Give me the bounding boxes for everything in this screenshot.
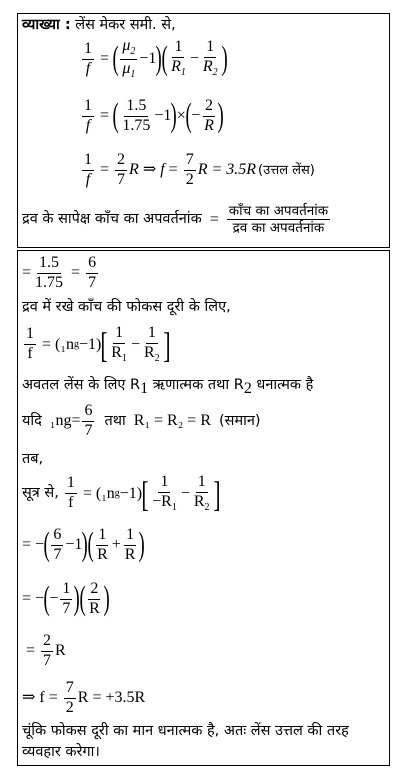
eq1-mu2: μ bbox=[122, 37, 131, 54]
formula-r2: R bbox=[193, 492, 205, 510]
eq1-lhs-den: f bbox=[85, 59, 91, 77]
focal-r2-sub: 2 bbox=[154, 352, 160, 364]
eq3-f: f bbox=[160, 161, 165, 179]
ratio-res-num: 6 bbox=[86, 255, 98, 274]
focal-minus: −1) bbox=[78, 335, 102, 353]
formula-r1-sub: 1 bbox=[171, 501, 177, 513]
step4-rest: R = +3.5R bbox=[77, 689, 146, 707]
eq3-seven: 7 bbox=[117, 170, 126, 188]
eq1-r2: R bbox=[202, 58, 213, 76]
explanation-heading bbox=[22, 18, 176, 33]
step4-seven: 7 bbox=[64, 680, 76, 699]
formula-minus: −1) bbox=[119, 484, 143, 502]
eq2-num: 1.5 bbox=[124, 98, 148, 117]
heading-text: लेंस मेकर समी. से, bbox=[75, 17, 176, 33]
eq2-r: R bbox=[204, 116, 214, 134]
refr-den: द्रव का अपवर्तनांक bbox=[232, 220, 325, 237]
formula-r2-sub: 2 bbox=[204, 501, 210, 513]
step2-one: 1 bbox=[60, 581, 72, 600]
eq2-den: 1.75 bbox=[122, 116, 151, 134]
step1-r-b: R bbox=[124, 545, 136, 563]
refr-num: काँच का अपवर्तनांक bbox=[228, 203, 329, 219]
eq3-two: 2 bbox=[115, 152, 127, 171]
step3-r: R bbox=[55, 642, 66, 660]
eq1-lhs-num: 1 bbox=[82, 41, 94, 60]
step1-six: 6 bbox=[51, 527, 63, 546]
refr-label: द्रव के सापेक्ष काँच का अपवर्तनांक bbox=[22, 211, 202, 228]
then-line: तब, bbox=[22, 451, 44, 467]
step4-implies: ⇒ f = bbox=[22, 689, 58, 707]
step1-one-a: 1 bbox=[96, 527, 108, 546]
ratio-den: 1.75 bbox=[35, 273, 64, 291]
step1-r-a: R bbox=[97, 545, 108, 563]
refr-eq: = bbox=[209, 210, 219, 228]
if-same: (समान) bbox=[219, 413, 261, 430]
step2-two: 2 bbox=[88, 581, 100, 600]
condition-line: यदि ₁n g = $\frac{6}{7}$ तथा R₁ = R₂ = R (समान) bbox=[22, 402, 261, 439]
step3-eq: = bbox=[26, 642, 36, 660]
conclusion-line-1: चूंकि फोकस दूरी का मान धनात्मक है, अतः लेंस उत्तल की तरह bbox=[22, 723, 349, 739]
conclusion-line-2: व्यवहार करेगा। bbox=[22, 744, 100, 760]
formula-label: सूत्र से, bbox=[22, 485, 59, 502]
ratio-res-den: 7 bbox=[88, 273, 97, 291]
focal-ng: (₁n bbox=[55, 335, 74, 353]
step2-seven: 7 bbox=[62, 599, 71, 617]
focal-den: f bbox=[27, 345, 33, 363]
lens-maker-equation: $\frac{1}{f}$ = ( $\frac{\mu_2}{\mu_1}$ −1 ) ( $\frac{1}{R_1}$ − $\frac{1}{R_2}$ ) bbox=[84, 37, 228, 80]
eq1-minus-one: −1 bbox=[139, 50, 157, 68]
if-den: 7 bbox=[84, 421, 93, 439]
eq3-note: (उत्तल लेंस) bbox=[258, 162, 315, 178]
if-ng: ₁n bbox=[49, 412, 64, 430]
eq3-lhs-den: f bbox=[85, 170, 91, 188]
step3-seven: 7 bbox=[43, 651, 52, 669]
refractive-index-definition bbox=[22, 204, 332, 235]
eq1-one-a: 1 bbox=[172, 39, 184, 58]
eq3-seven2: 7 bbox=[184, 152, 196, 171]
formula-den: f bbox=[68, 494, 74, 512]
step1-minus1: −1 bbox=[65, 536, 83, 554]
step1-eq: = − bbox=[22, 536, 45, 554]
ratio-equation: = $\frac{1.5}{1.75}$ = $\frac{6}{7}$ bbox=[22, 254, 97, 291]
eq3-result: R = 3.5R bbox=[197, 161, 257, 179]
step2-neg: − bbox=[49, 590, 59, 608]
eq2-two: 2 bbox=[203, 98, 215, 117]
if-num: 6 bbox=[82, 403, 94, 422]
focal-length-line: द्रव में रखे काँच की फोकस दूरी के लिए, bbox=[22, 299, 231, 315]
concave-b: ऋणात्मक तथा R bbox=[148, 377, 244, 393]
if-label: यदि bbox=[22, 413, 42, 430]
focal-r1-sub: 1 bbox=[121, 352, 127, 364]
concave-c: धनात्मक है bbox=[251, 377, 314, 393]
step2-r: R bbox=[89, 599, 100, 617]
formula-num: 1 bbox=[65, 475, 77, 494]
eq2-minus-one: −1 bbox=[154, 107, 172, 125]
eq3-r: R bbox=[129, 161, 139, 179]
step2-eq: = − bbox=[22, 590, 45, 608]
step1-seven: 7 bbox=[53, 545, 62, 563]
formula-ng: (₁n bbox=[95, 484, 115, 502]
step1-plus: + bbox=[111, 536, 121, 554]
eq1-r1: R bbox=[171, 58, 181, 76]
step-three bbox=[26, 633, 66, 670]
formula-line: सूत्र से, $\frac{1}{f}$ = (₁n g −1) [ $\frac{1}{-R_1}$ − $\frac{1}{R_2}$ ] bbox=[22, 473, 221, 514]
step-four bbox=[22, 680, 145, 717]
focal-gsub: g bbox=[73, 338, 79, 350]
if-eq: = bbox=[71, 412, 81, 430]
eq2-times: × bbox=[176, 107, 186, 125]
focal-num: 1 bbox=[24, 326, 36, 345]
eq3-lhs-num: 1 bbox=[82, 152, 94, 171]
concave-a: अवतल लेंस के लिए R bbox=[22, 377, 141, 393]
step4-two: 2 bbox=[65, 698, 74, 716]
eq1-mu1: μ bbox=[122, 59, 131, 77]
eq3-implies: ⇒ bbox=[142, 161, 157, 179]
focal-equation: $\frac{1}{f}$ = (₁n g −1) [ $\frac{1}{R_1}$ − $\frac{1}{R_2}$ ] bbox=[26, 324, 171, 365]
ratio-eq: = bbox=[22, 264, 32, 282]
eq1-mu2-sub: 2 bbox=[130, 46, 136, 58]
step-one: = − ( $\frac{6}{7}$ −1 ) ( $\frac{1}{R}$ + $\frac{1}{R}$ ) bbox=[22, 526, 146, 564]
step-two: = − ( − $\frac{1}{7}$ ) ( $\frac{2}{R}$ ) bbox=[22, 580, 110, 618]
focal-r2: R bbox=[144, 343, 155, 361]
eq3-two2: 2 bbox=[185, 170, 194, 188]
eq1-mu1-sub: 1 bbox=[130, 68, 136, 80]
eq1-r1-sub: 1 bbox=[180, 67, 186, 79]
if-and: तथा bbox=[104, 413, 126, 430]
eq1-one-b: 1 bbox=[204, 39, 216, 58]
result-equation: $\frac{1}{f}$ = $\frac{2}{7}$ R ⇒ f = $\frac{7}{2}$ R = 3.5R (उत्तल लेंस) bbox=[84, 151, 315, 188]
ratio-num: 1.5 bbox=[37, 255, 61, 274]
if-r: R₁ = R₂ = R bbox=[133, 412, 211, 430]
eq1-r2-sub: 2 bbox=[212, 67, 218, 79]
eq2-neg: − bbox=[191, 107, 201, 125]
concave-lens-line: अवतल लेंस के लिए $R_1$ ऋणात्मक तथा $R_2$ धनात्मक है bbox=[22, 377, 314, 397]
step1-one-b: 1 bbox=[124, 527, 136, 546]
substituted-equation: $\frac{1}{f}$ = ( $\frac{1.5}{1.75}$ −1 ) × ( − $\frac{2}{R}$ ) bbox=[84, 97, 224, 135]
formula-gsub: g bbox=[114, 487, 120, 499]
heading-label: व्याख्या : bbox=[22, 17, 71, 33]
focal-r1: R bbox=[111, 343, 122, 361]
formula-r1: −R bbox=[152, 492, 172, 510]
step3-two: 2 bbox=[41, 633, 53, 652]
